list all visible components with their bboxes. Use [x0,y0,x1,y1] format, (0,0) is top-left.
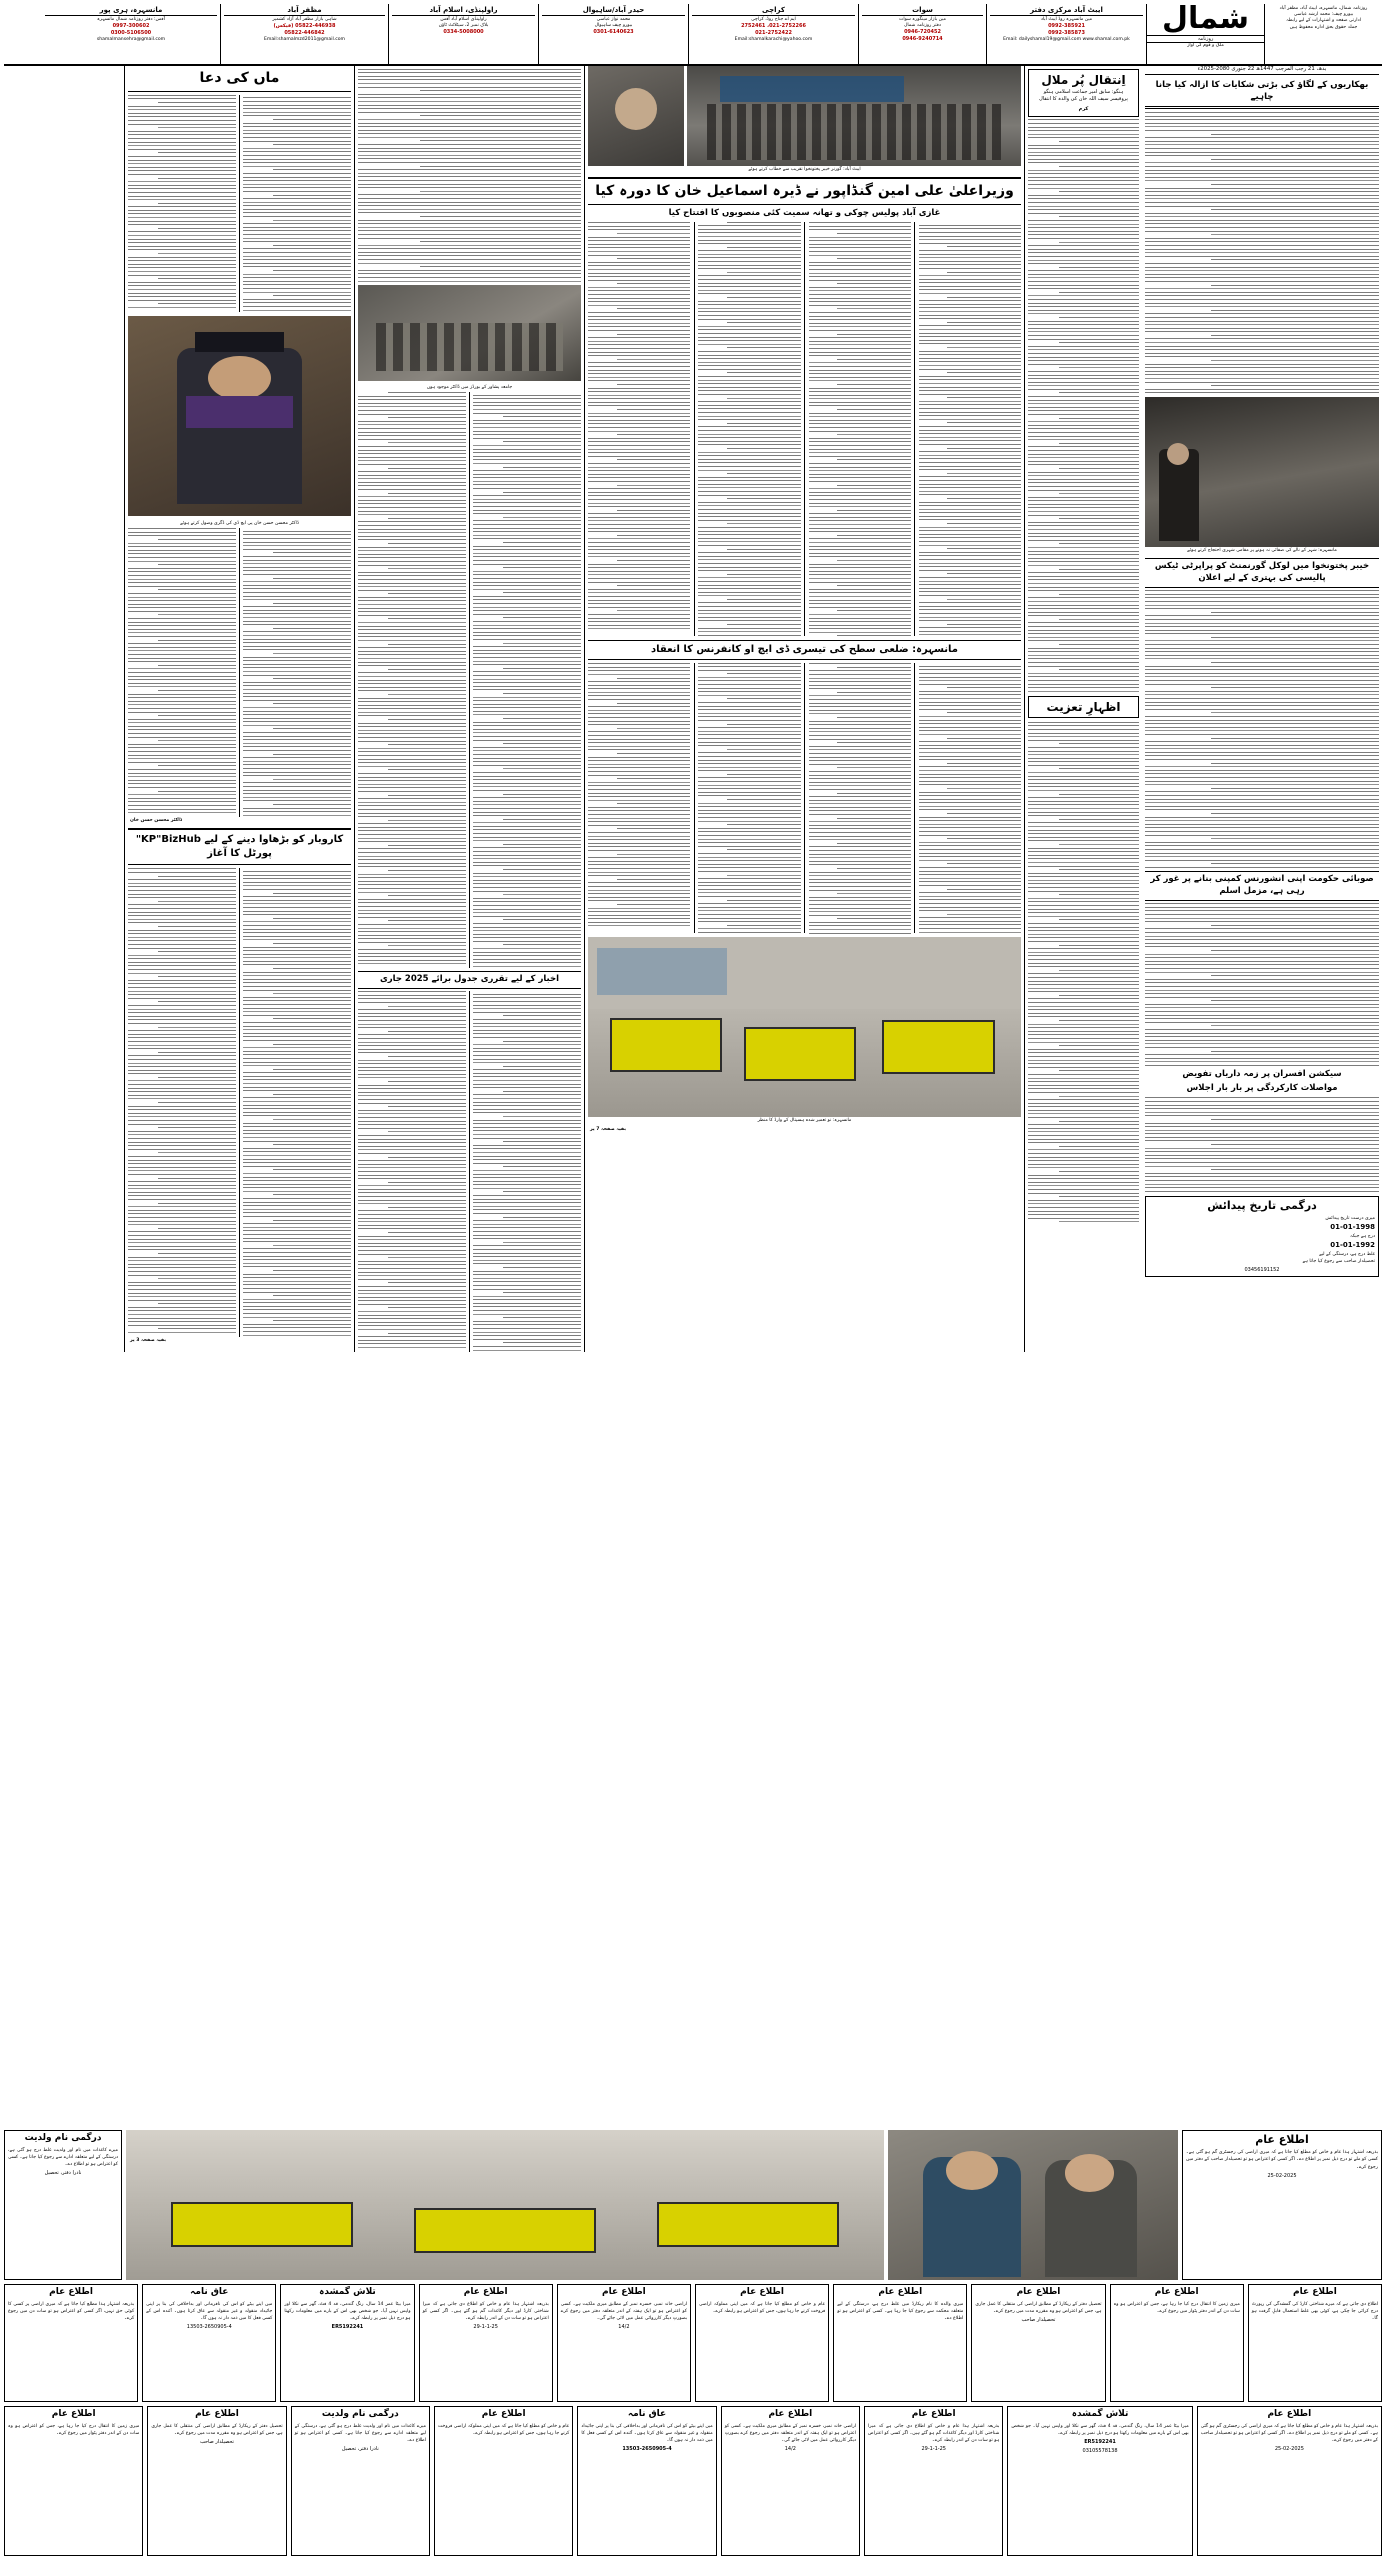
left-center-body-bottom [358,991,581,1352]
office-hyderabad: حیدر آباد/ساہیوال محمد نواز عباسی بیورو چیف ساہیوال 0301-6140623 [538,4,688,64]
photo-two-men [888,2130,1178,2280]
column-left-center [354,66,584,1352]
masthead-logo [1146,1,1264,64]
ad-3: اطلاع عام اراضی خانہ نمبر، خسرہ نمبر کے مطابق میری ملکیت ہے۔ کسی کو اعتراض ہو تو ایک ہفتہ کے اندر متعلقہ دفتر میں رجوع کرے بصورتِ دیگر کارروائی عمل میں لائی جائے گی۔ 14/2 [557,2284,691,2402]
photo-nala-caption: مانسہرہ: شہر کے نالے کی صفائی نہ ہونے پر مقامی شہری احتجاج کرتے ہوئے [1187,548,1337,554]
center-right-body-2 [1028,722,1139,1223]
office-rawalpindi: راولپنڈی، اسلام آباد راولپنڈی اسلام آباد آفس بلاک نمبر 2، سیٹلائٹ ٹاؤن 0334-5008000 [388,4,538,64]
ad-6: عاق نامہ میں اپنے بیٹے کو اس کی نافرمانی اور بداخلاقی کی بنا پر اپنی جائیداد منقولہ و غیر منقولہ سے عاق کرتا ہوں۔ آئندہ اس کے کسی فعل کا میں ذمہ دار نہ ہوں گا۔ 13503-2650905-4 [142,2284,276,2402]
left-center-headline: اخبار کے لیے تقرری جدول برائے 2025 جاری [358,971,581,989]
ad-2b: اطلاع عام بذریعہ اشتہار ہذا عام و خاص کو اطلاع دی جاتی ہے کہ میرا شناختی کارڈ اور دیگر کاغذات گم ہو گئے ہیں۔ اگر کسی کو اعتراض ہو تو سات دن کے اندر رابطہ کرے۔ 29-1-1-25 [864,2406,1003,2556]
office-karachi: کراچی ایم اے جناح روڈ، کراچی 021-2752266، 2752461 021-2752422 Email:shamalkarachi@yahoo.com [688,4,858,64]
masthead-right-note: روزنامہ شمال، مانسہرہ، ایبٹ آباد، مظفر آباد بیورو چیف: محمد ارشد عباسی ادارتی صفحہ و اشتہارات کے لیے رابطہ جملہ حقوق بحق ادارہ محفوظ ہیں [1264,4,1382,64]
subheadline-1: خیبر پختونخوا میں لوکل گورنمنٹ کو پراپرٹی ٹیکس پالیسی کی بہتری کے لیے اعلان [1145,558,1379,588]
bizhub-headline: کاروبار کو بڑھاوا دینے کے لیے KP"BizHub" پورٹل کا آغاز [128,828,351,865]
column-left [124,66,354,1352]
ad-4: اطلاع عام عام و خاص کو مطلع کیا جاتا ہے کہ میں اپنی مملوکہ اراضی فروخت کرنے جا رہا ہوں، جس کو اعتراض ہو رابطہ کرے۔ [695,2284,829,2402]
subheadline-3: سیکشن افسران پر زمہ داریاں تفویض [1182,1068,1342,1079]
meeting-photo-caption: جامعہ پشاور کے بورڈز میں ڈاکٹر موجود ہوں [426,384,513,390]
ad-2: اطلاع عام بذریعہ اشتہار ہذا عام و خاص کو اطلاع دی جاتی ہے کہ میرا شناختی کارڈ اور دیگر کاغذات گم ہو گئے ہیں۔ اگر کسی کو اعتراض ہو تو سات دن کے اندر رابطہ کرے۔ 29-1-1-25 [419,2284,553,2402]
ad-4b: اطلاع عام عام و خاص کو مطلع کیا جاتا ہے کہ میں اپنی مملوکہ اراضی فروخت کرنے جا رہا ہوں، جس کو اعتراض ہو رابطہ کرے۔ [434,2406,573,2556]
bizhub-body [128,868,351,1336]
top-photo-row [588,66,1021,166]
logo-subtitle: روزنامہ [1147,35,1264,43]
ad-8: درگمی نام ولدیت میرے کاغذات میں نام اور ولدیت غلط درج ہو گئی ہے، درستگی کے لیے متعلقہ ادارے سے رجوع کیا جاتا ہے۔ کسی کو اعتراض ہو تو اطلاع دے۔ نادرا دفتر، تحصیل [4,2130,122,2280]
bottom-photo-band [4,2130,1382,2280]
middle-article-2-body [588,663,1021,933]
lead-body [1145,112,1379,393]
column-right [1142,66,1382,1352]
ad-9b: اطلاع عام تحصیل دفتر کے ریکارڈ کے مطابق اراضی کی منتقلی کا عمل جاری ہے، جس کو اعتراض ہو وہ مقررہ مدت میں رجوع کرے۔ تحصیلدار صاحب [147,2406,286,2556]
classified-row-2 [4,2406,1382,2556]
ad-birthdate-correction: درگمی تاریخ پیدائش میری درست تاریخ پیدائش 01-01-1998 درج ہے جبکہ 01-01-1992 غلط درج ہے، درستگی کے لیے تحصیلدار صاحب سے رجوع کیا جاتا ہے 03456191152 [1145,1196,1379,1277]
ad-1: تلاش گمشدہ میرا بیٹا عمر 14 سال، رنگ گندمی، قد 4 فٹ، گھر سے نکلا اور واپس نہیں آیا۔ جو شخص بھی اس کے بارے میں معلومات رکھتا ہو درج ذیل نمبر پر رابطہ کرے۔ ER5192241 [280,2284,414,2402]
continued-note-left: بقیہ صفحہ 3 پر [130,1337,166,1343]
issue-date: بدھ، 21 رجب المرجب 1447ھ 22 جنوری 2080-2025ء [1145,66,1379,75]
photo-ward-bottom [126,2130,884,2280]
hospital-photo-caption: مانسہرہ: نو تعمیر شدہ ہسپتال کے وارڈ کا منظر [757,1118,852,1124]
logo-text: شمال [1162,1,1249,36]
feature-title: ماں کی دعا [128,69,351,92]
left-center-body-mid [358,392,581,968]
top-photo-caption: ایبٹ آباد: گورنر خیبر پختونخوا تقریب سے خطاب کرتے ہوئے [748,167,861,172]
ad-1b: تلاش گمشدہ میرا بیٹا عمر 14 سال، رنگ گندمی، قد 4 فٹ، گھر سے نکلا اور واپس نہیں آیا۔ جو شخص بھی اس کے بارے میں معلومات رکھتا ہو درج ذیل نمبر پر رابطہ کرے۔ ER5192241 03105578138 [1007,2406,1192,2556]
masthead [4,1,1382,66]
obituary-title: اِنتقال پُر ملال [1041,73,1126,87]
office-abbottabad: ایبٹ آباد مرکزی دفتر مین مانسہرہ روڈ ایبٹ آباد 0992-385921 0992-385873 Email: dailyshamal19@gmail.com www.shamal.com.pk [986,4,1146,64]
photo-hospital-ward [588,937,1021,1117]
center-right-body-1 [1028,119,1139,691]
subarticle-3-body [1145,1097,1379,1191]
ad-phone: 03456191152 [1244,1267,1280,1274]
left-center-body-top [358,69,581,282]
subarticle-2-body [1145,903,1379,1066]
ad-7: اطلاع عام بذریعہ اشتہار ہذا مطلع کیا جاتا ہے کہ میری اراضی پر کسی کا کوئی حق نہیں، اگر کسی کو اعتراض ہو تو سات دن میں رجوع کرے۔ [4,2284,138,2402]
photo-graduate [128,316,351,516]
classified-row-1 [4,2284,1382,2402]
ad-0: اطلاع عام بذریعہ اشتہار ہذا عام و خاص کو مطلع کیا جاتا ہے کہ میری اراضی کی رجسٹری گم ہو گئی ہے۔ کسی کو ملے تو درج ذیل نمبر پر اطلاع دے۔ اگر کسی کو اعتراض ہو تو تحصیلدار صاحب کے دفتر میں رجوع کرے۔ 25-02-2025 [1182,2130,1382,2280]
main-headline: وزیراعلیٰ علی امین گنڈاپور نے ڈیرہ اسماعیل خان کا دورہ کیا [588,177,1021,205]
graduate-photo-caption: ڈاکٹر محسن حسن خان پی ایچ ڈی کی ڈگری وصول کرتے ہوئے [180,520,299,526]
ad-11: اطلاع عام اطلاع دی جاتی ہے کہ میرے شناختی کارڈ کی گمشدگی کی رپورٹ درج کرائی جا چکی ہے، کوئی بھی غلط استعمال قابلِ گرفت ہو گا۔ [1248,2284,1382,2402]
middle-headline-2: مانسہرہ: ضلعی سطح کی تیسری ڈی ایچ او کانفرنس کا انعقاد [588,640,1021,660]
ad-6b: عاق نامہ میں اپنے بیٹے کو اس کی نافرمانی اور بداخلاقی کی بنا پر اپنی جائیداد منقولہ و غیر منقولہ سے عاق کرتا ہوں۔ آئندہ اس کے کسی فعل کا میں ذمہ دار نہ ہوں گا۔ 13503-2650905-4 [577,2406,716,2556]
subheadline-4: مواصلات کارکردگی پر بار بار اجلاس [1186,1082,1338,1093]
photo-speaker [588,66,684,166]
obituary-box: اِنتقال پُر ملال ہنگو: سابق امیر جماعت اسلامی ہنگو پروفیسر سیف اللہ خان کی والدہ کا انتقال کرم [1028,69,1139,117]
photo-nala [1145,397,1379,547]
lead-headline: بھکاریوں کے لگاؤ کی بڑتی شکایات کا ازالہ کیا جانا چاہیے [1155,80,1369,103]
ad-10b: اطلاع عام میری زمین کا انتقال درج کیا جا رہا ہے، جس کو اعتراض ہو وہ سات دن کے اندر دفتر پٹوار میں رجوع کرے۔ [4,2406,143,2556]
subheadline-2: صوبائی حکومت اپنی انشورنس کمپنی بنانے پر غور کر رہی ہے، مزمل اسلم [1145,871,1379,901]
ad-8b: درگمی نام ولدیت میرے کاغذات میں نام اور ولدیت غلط درج ہو گئی ہے، درستگی کے لیے متعلقہ ادارے سے رجوع کیا جاتا ہے۔ کسی کو اعتراض ہو تو اطلاع دے۔ نادرا دفتر، تحصیل [291,2406,430,2556]
logo-tagline: ملک و قوم کی آواز [1187,43,1224,48]
main-article-body [588,222,1021,636]
bottom-section [4,2130,1382,2556]
office-muzaffarabad: مظفر آباد شاہی بازار مظفر آباد آزاد کشمیر 05822-446938 (فیکس) 05822-446842 Email:shamalmzd2011@gmail.com [220,4,388,64]
ad-5: اطلاع عام میری والدہ کا نام ریکارڈ میں غلط درج ہے، درستگی کے لیے متعلقہ محکمہ سے رجوع کیا جا رہا ہے۔ کسی کو اعتراض ہو تو اطلاع دے۔ [833,2284,967,2402]
condolence-box [1028,696,1139,718]
photo-hall [687,66,1021,166]
author-byline: ڈاکٹر محسن حسن خان [130,818,182,824]
page-body [4,66,1382,1352]
office-swat: سوات مین بازار مینگورہ سوات دفتر روزنامہ شمال 0946-720452 0946-9240714 [858,4,986,64]
main-subheadline: غازی آباد پولیس چوکی و تھانہ سمیت کئی منصوبوں کا افتتاح کیا [668,208,941,219]
ad-9: اطلاع عام تحصیل دفتر کے ریکارڈ کے مطابق اراضی کی منتقلی کا عمل جاری ہے، جس کو اعتراض ہو وہ مقررہ مدت میں رجوع کرے۔ تحصیلدار صاحب [971,2284,1105,2402]
ad-0b: اطلاع عام بذریعہ اشتہار ہذا عام و خاص کو مطلع کیا جاتا ہے کہ میری اراضی کی رجسٹری گم ہو گئی ہے۔ کسی کو ملے تو درج ذیل نمبر پر اطلاع دے۔ اگر کسی کو اعتراض ہو تو تحصیلدار صاحب کے دفتر میں رجوع کرے۔ 25-02-2025 [1197,2406,1382,2556]
column-middle [584,66,1024,1352]
feature-body-2 [128,528,351,817]
column-center-right [1024,66,1142,1352]
ad-3b: اطلاع عام اراضی خانہ نمبر، خسرہ نمبر کے مطابق میری ملکیت ہے۔ کسی کو اعتراض ہو تو ایک ہفتہ کے اندر متعلقہ دفتر میں رجوع کرے بصورتِ دیگر کارروائی عمل میں لائی جائے گی۔ 14/2 [721,2406,860,2556]
ad-10: اطلاع عام میری زمین کا انتقال درج کیا جا رہا ہے، جس کو اعتراض ہو وہ سات دن کے اندر دفتر پٹوار میں رجوع کرے۔ [1110,2284,1244,2402]
subarticle-1-body [1145,590,1379,868]
feature-body-1 [128,95,351,312]
office-mansehra: مانسہرہ، ہری پور آفس: دفتر روزنامہ شمال مانسہرہ 0997-300602 0300-5106500 shamalmansehra@gmail.com [42,4,220,64]
ad-heading: درگمی تاریخ پیدائش [1207,1198,1317,1212]
condolence-title: اظہارِ تعزیت [1046,699,1121,714]
continued-note-middle: بقیہ صفحہ 7 پر [590,1126,626,1132]
divider [1145,106,1379,109]
photo-meeting [358,285,581,381]
